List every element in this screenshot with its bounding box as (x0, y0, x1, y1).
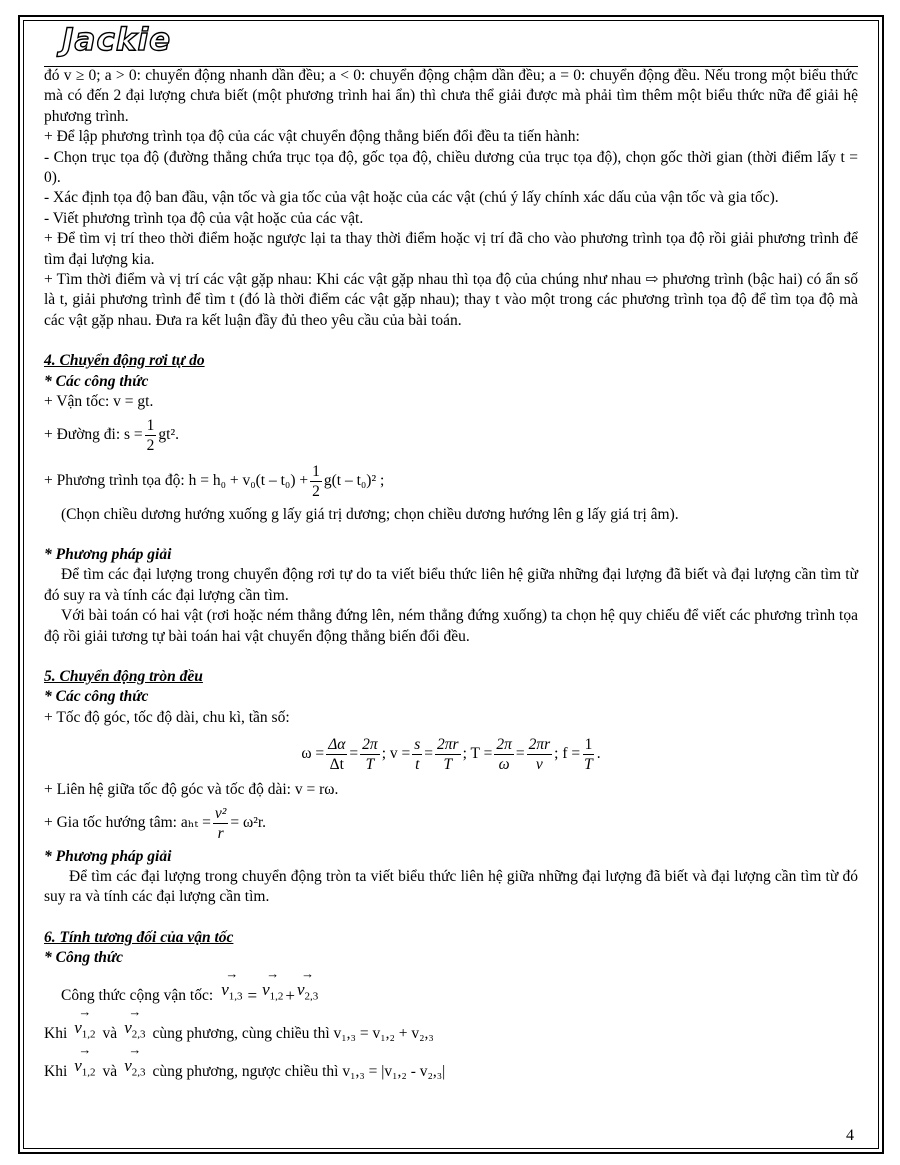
s6-same-direction: Khi → $v_{1,2}$ và → $v_{2,3}$ cùng phương, cùng chiều thì v₁,₃ = v₁,₂ + v₂,₃ (44, 1007, 858, 1045)
s4-method-paragraph: Với bài toán có hai vật (rơi hoặc ném thẳng đứng lên, ném thẳng đứng xuống) ta chọn hệ quy chiếu để viết các phương trình tọa độ rồi giải tương tự bài toán hai vật chuyển động thẳng biến đổi đều. (44, 607, 858, 645)
s5-formula-intro: + Tốc độ góc, tốc độ dài, chu kì, tần số: (44, 708, 290, 726)
vector: → $v_{2,3}$ (124, 1004, 146, 1041)
fraction: $\frac{2\pi}{T}$ (362, 735, 378, 773)
intro-paragraph: + Để tìm vị trí theo thời điểm hoặc ngược lại ta thay thời điểm hoặc vị trí đã cho vào phương trình tọa độ rồi giải phương trình để tìm đại lượng kia. (44, 230, 858, 268)
s4-method-paragraph: Để tìm các đại lượng trong chuyển động rơi tự do ta viết biểu thức liên hệ giữa những đại lượng đã biết và đại lượng cần tìm từ đó suy ra và tính các đại lượng cần tìm. (44, 566, 858, 604)
fraction: $\frac{1}{2}$ (146, 417, 155, 454)
fraction: $\frac{2\pi r}{v}$ (528, 735, 551, 773)
fraction: $\frac{2\pi r}{T}$ (437, 735, 459, 773)
s4-distance-formula: + Đường đi: s = $\frac{1}{2}$ gt². (44, 417, 180, 454)
section-4-title: 4. Chuyển động rơi tự do (44, 352, 205, 370)
fraction: $\frac{1}{T}$ (584, 735, 593, 773)
s4-formulas-heading: * Các công thức (44, 372, 149, 390)
vector: → $v_{2,3}$ (124, 1042, 146, 1079)
vector: → $v_{1,2}$ (74, 1042, 96, 1079)
s5-method-paragraph: Để tìm các đại lượng trong chuyển động tròn ta viết biểu thức liên hệ giữa những đại lượng đã biết và đại lượng cần tìm từ đó suy ra và tính các đại lượng cần tìm. (44, 867, 858, 906)
vector: → $v_{1,3}$ (221, 966, 243, 1003)
fraction: $\frac{s}{t}$ (414, 735, 421, 773)
s5-formulas-heading: * Các công thức (44, 688, 149, 706)
s4-sign-note: (Chọn chiều dương hướng xuống g lấy giá trị dương; chọn chiều dương hướng lên g lấy giá trị âm). (61, 505, 679, 523)
s4-position-formula: + Phương trình tọa độ: h = h₀ + v₀(t – t₀) + $\frac{1}{2}$ g(t – t₀)² ; (44, 463, 385, 500)
header-logo: Jackie (62, 22, 172, 58)
page-number: 4 (846, 1127, 854, 1144)
s6-formula-heading: * Công thức (44, 949, 124, 967)
intro-paragraph: đó v ≥ 0; a > 0: chuyển động nhanh dần đều; a < 0: chuyển động chậm dần đều; a = 0: chuyển động đều. Nếu trong một biểu thức mà có đến 2 đại lượng chưa biết (một phương trình hai ẩn) thì chưa thể giải được mà phải tìm thêm một biểu thức nữa để giải hệ phương trình. (44, 67, 858, 125)
intro-paragraph: - Chọn trục tọa độ (đường thẳng chứa trục tọa độ, gốc tọa độ, chiều dương của trục tọa độ), chọn gốc thời gian (thời điểm lấy t = 0). (44, 148, 858, 187)
fraction: $\frac{\Delta\alpha}{\Delta t}$ (328, 735, 346, 773)
page-content (44, 66, 858, 1083)
intro-paragraph: + Tìm thời điểm và vị trí các vật gặp nhau: Khi các vật gặp nhau thì tọa độ của chúng như nhau ⇨ phương trình (bậc hai) có ẩn số là t, giải phương trình để tìm t (đó là thời điểm các vật gặp nhau); thay t vào một trong các phương trình tọa độ để tìm tọa độ mà các vật gặp nhau. Đưa ra kết luận đầy đủ theo yêu cầu của bài toán. (44, 271, 858, 329)
s4-velocity-formula: + Vận tốc: v = gt. (44, 393, 154, 411)
vector: → $v_{2,3}$ (296, 966, 319, 1003)
section-5-title: 5. Chuyển động tròn đều (44, 667, 203, 685)
intro-paragraph: - Viết phương trình tọa độ của vật hoặc của các vật. (44, 209, 364, 227)
section-6-title: 6. Tính tương đối của vận tốc (44, 928, 234, 946)
s5-relation-formula: + Liên hệ giữa tốc độ góc và tốc độ dài: v = rω. (44, 781, 339, 799)
s6-velocity-addition: Công thức cộng vận tốc: → $v_{1,3}$ = → $v_{1,2}$ + → $v_{2,3}$ (61, 966, 319, 1006)
fraction: $\frac{2\pi}{\omega}$ (496, 735, 512, 773)
s6-opposite-direction: Khi → $v_{1,2}$ và → $v_{2,3}$ cùng phương, ngược chiều thì v₁,₃ = |v₁,₂ - v₂,₃| (44, 1045, 858, 1083)
s5-method-heading: * Phương pháp giải (44, 847, 172, 865)
fraction: $\frac{1}{2}$ (312, 463, 320, 500)
s4-method-heading: * Phương pháp giải (44, 545, 172, 563)
s5-circular-motion-equation: ω = $\frac{\Delta\alpha}{\Delta t}$ = $\frac{2\pi}{T}$ ; v = $\frac{s}{t}$ = $\frac{2\pi r}{T}$ ; T = $\frac{2\pi}{\omega}$ = $\frac{2\pi r}{v}$ ; f = $\frac{1}{T}$ . (301, 735, 601, 773)
intro-paragraph: + Để lập phương trình tọa độ của các vật chuyển động thẳng biến đổi đều ta tiến hành: (44, 128, 580, 146)
vector: → $v_{1,2}$ (74, 1004, 96, 1041)
fraction: $\frac{\text{v²}}{r}$ (214, 805, 227, 843)
intro-paragraph: - Xác định tọa độ ban đầu, vận tốc và gia tốc của vật hoặc của các vật (chú ý lấy chính xác dấu của vận tốc và gia tốc). (44, 189, 779, 207)
s5-centripetal-formula: + Gia tốc hướng tâm: aₕₜ = $\frac{\text{v²}}{r}$ = ω²r. (44, 805, 267, 843)
vector: → $v_{1,2}$ (262, 966, 284, 1003)
